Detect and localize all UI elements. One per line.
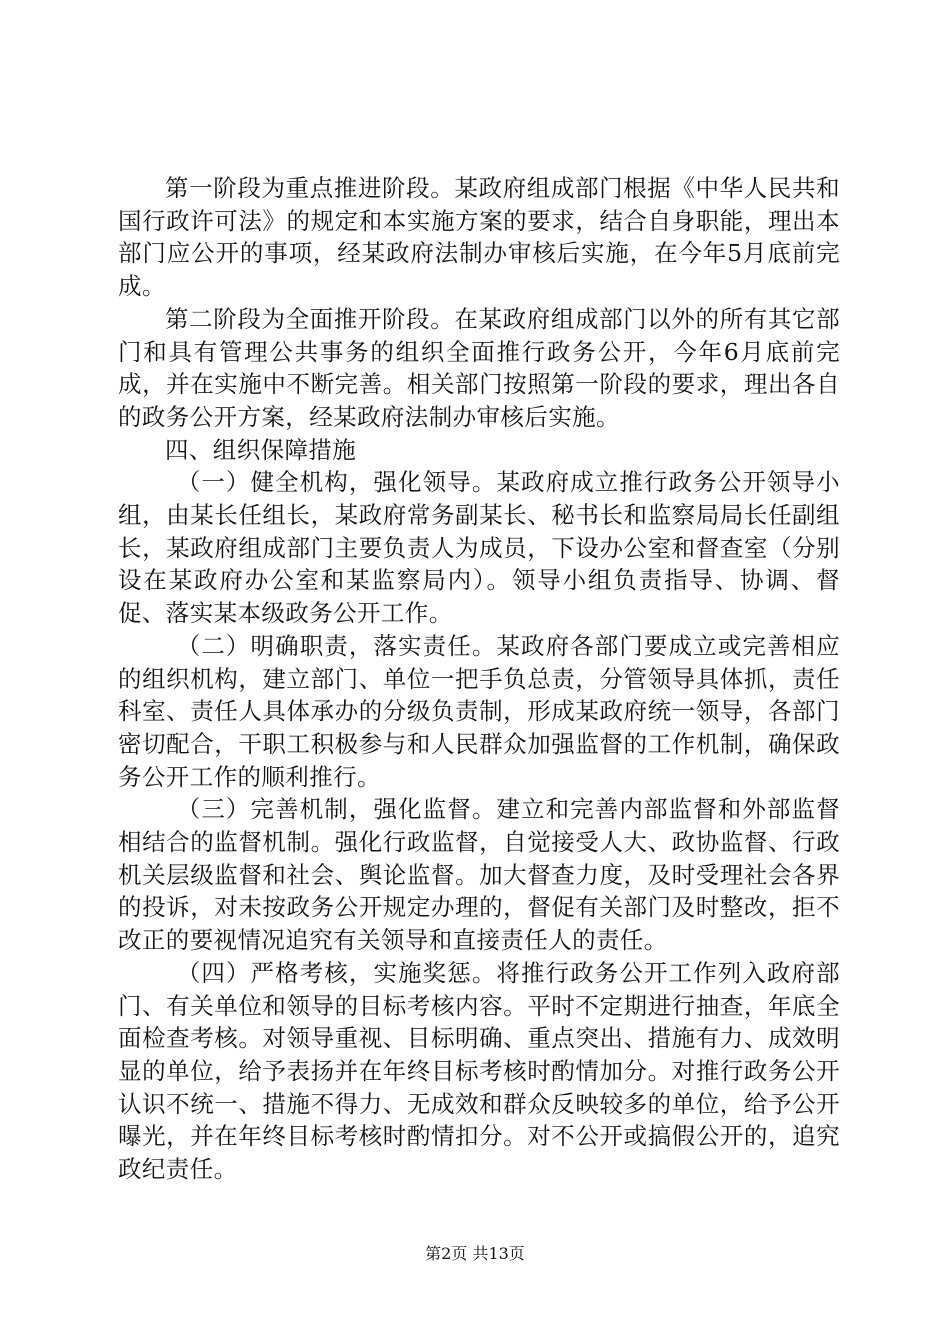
section-heading-safeguards: 四、组织保障措施 — [165, 435, 357, 464]
paragraph-phase-two: 第二阶段为全面推开阶段。在某政府组成部门以外的所有其它部门和具有管理公共事务的组织全面推行政务公开，今年6月底前完成，并在实施中不断完善。相关部门按照第一阶段的要求，理出各自的政务公开方案，经某政府法制办审核后实施。 — [118, 304, 840, 431]
document-body — [118, 172, 840, 1186]
paragraph-item-one: （一）健全机构，强化领导。某政府成立推行政务公开领导小组，由某长任组长，某政府常务副某长、秘书长和监察局局长任副组长，某政府组成部门主要负责人为成员，下设办公室和督查室（分别设在某政府办公室和某监察局内）。领导小组负责指导、协调、督促、落实某本级政务公开工作。 — [118, 468, 840, 628]
paragraph-phase-one: 第一阶段为重点推进阶段。某政府组成部门根据《中华人民共和国行政许可法》的规定和本实施方案的要求，结合自身职能，理出本部门应公开的事项，经某政府法制办审核后实施，在今年5月底前完成。 — [118, 174, 840, 301]
paragraph-item-three: （三）完善机制，强化监督。建立和完善内部监督和外部监督相结合的监督机制。强化行政监督，自觉接受人大、政协监督、行政机关层级监督和社会、舆论监督。加大督查力度，及时受理社会各界的投诉，对未按政务公开规定办理的，督促有关部门及时整改，拒不改正的要视情况追究有关领导和直接责任人的责任。 — [118, 795, 840, 955]
paragraph-item-four: （四）严格考核，实施奖惩。将推行政务公开工作列入政府部门、有关单位和领导的目标考核内容。平时不定期进行抽查，年底全面检查考核。对领导重视、目标明确、重点突出、措施有力、成效明显的单位，给予表扬并在年终目标考核时酌情加分。对推行政务公开认识不统一、措施不得力、无成效和群众反映较多的单位，给予公开曝光，并在年终目标考核时酌情扣分。对不公开或搞假公开的，追究政纪责任。 — [118, 958, 840, 1184]
page-number-footer: 第2页 共13页 — [425, 1244, 525, 1263]
paragraph-item-two: （二）明确职责，落实责任。某政府各部门要成立或完善相应的组织机构，建立部门、单位一把手负总责，分管领导具体抓，责任科室、责任人具体承办的分级负责制，形成某政府统一领导，各部门密切配合，干职工积极参与和人民群众加强监督的工作机制，确保政务公开工作的顺利推行。 — [118, 631, 840, 791]
